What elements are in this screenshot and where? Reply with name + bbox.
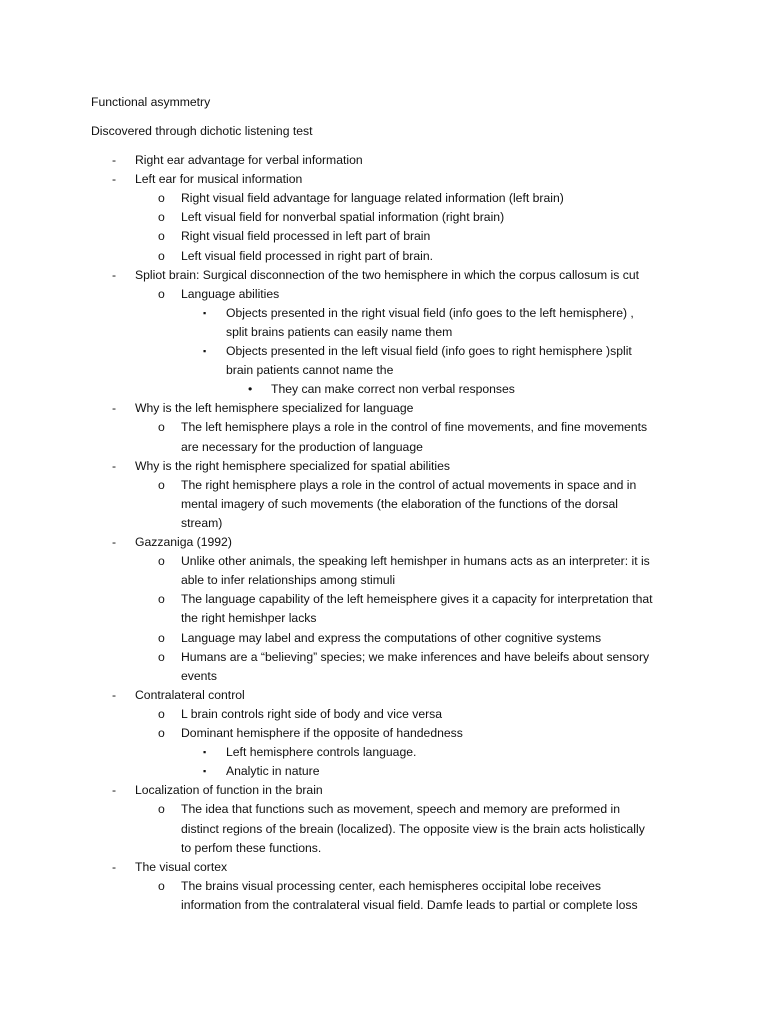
outline-item-continuation: split brains patients can easily name them <box>226 324 453 339</box>
outline-item-level-3: Left hemisphere controls language. <box>226 745 417 760</box>
bullet-marker-level-2: o <box>158 477 165 492</box>
bullet-marker-level-2: o <box>158 726 165 740</box>
outline-item-continuation: information from the contralateral visual field. Damfe leads to partial or complete loss <box>181 897 638 912</box>
outline-item-level-2: Right visual field advantage for language related information (left brain) <box>181 191 564 206</box>
bullet-marker-level-2: o <box>158 878 165 893</box>
outline-item-level-1: Left ear for musical information <box>135 172 303 187</box>
bullet-marker-level-4: • <box>248 382 253 397</box>
bullet-marker-level-1: - <box>112 458 117 473</box>
outline-item-continuation: stream) <box>181 515 223 530</box>
outline-item-level-2: The left hemisphere plays a role in the control of fine movements, and fine movements <box>181 420 648 435</box>
outline-item-level-2: The idea that functions such as movement, speech and memory are preformed in <box>181 802 620 817</box>
bullet-marker-level-3: ▪ <box>203 346 207 356</box>
outline-item-level-3: Objects presented in the right visual field (info goes to the left hemisphere) , <box>226 305 634 320</box>
bullet-marker-level-2: o <box>158 802 165 817</box>
bullet-marker-level-2: o <box>158 248 165 263</box>
outline-item-level-1: Right ear advantage for verbal information <box>135 153 363 167</box>
bullet-marker-level-2: o <box>158 286 165 301</box>
bullet-marker-level-3: ▪ <box>203 747 207 758</box>
outline-item-level-4: They can make correct non verbal responses <box>271 382 515 397</box>
outline-item-level-2: Left visual field for nonverbal spatial information (right brain) <box>181 210 505 225</box>
outline-item-level-2: The language capability of the left hemeisphere gives it a capacity for interpretation that <box>181 592 653 607</box>
bullet-marker-level-1: - <box>112 267 117 282</box>
outline-item-level-2: Language may label and express the computations of other cognitive systems <box>181 630 602 645</box>
bullet-marker-level-2: o <box>158 649 165 664</box>
document-title: Functional asymmetry <box>91 95 211 109</box>
bullet-marker-level-1: - <box>112 535 117 549</box>
bullet-marker-level-2: o <box>158 420 165 435</box>
outline-item-level-1: Why is the left hemisphere specialized for language <box>135 401 414 416</box>
outline-item-level-1: Why is the right hemisphere specialized for spatial abilities <box>135 458 450 473</box>
outline-item-continuation: able to infer relationships among stimuli <box>181 573 396 588</box>
outline-item-level-1: Spliot brain: Surgical disconnection of the two hemisphere in which the corpus callosum is cut <box>135 267 640 282</box>
bullet-marker-level-1: - <box>112 401 117 416</box>
outline-item-level-1: Contralateral control <box>135 687 245 702</box>
outline-item-level-3: Objects presented in the left visual field (info goes to right hemisphere )split <box>226 344 632 358</box>
bullet-marker-level-2: o <box>158 191 165 206</box>
outline-item-continuation: to perfom these functions. <box>181 840 322 855</box>
outline-item-level-3: Analytic in nature <box>226 764 320 779</box>
outline-item-level-1: The visual cortex <box>135 859 228 874</box>
bullet-marker-level-2: o <box>158 229 165 244</box>
bullet-marker-level-3: ▪ <box>203 766 207 777</box>
outline-item-level-1: Localization of function in the brain <box>135 783 323 798</box>
outline-item-level-2: Unlike other animals, the speaking left hemishper in humans acts as an interpreter: it is <box>181 554 650 569</box>
outline-item-continuation: the right hemishper lacks <box>181 611 317 626</box>
bullet-marker-level-2: o <box>158 210 165 225</box>
bullet-marker-level-1: - <box>112 783 117 798</box>
outline-item-level-2: Left visual field processed in right part of brain. <box>181 248 434 263</box>
bullet-marker-level-1: - <box>112 687 117 702</box>
bullet-marker-level-1: - <box>112 859 117 874</box>
outline-item-continuation: brain patients cannot name the <box>226 363 394 378</box>
outline-item-level-2: Humans are a “believing” species; we make inferences and have beleifs about sensory <box>181 649 650 664</box>
outline-item-level-2: Right visual field processed in left part of brain <box>181 229 431 244</box>
bullet-marker-level-2: o <box>158 592 165 607</box>
bullet-marker-level-3: ▪ <box>203 307 207 318</box>
outline-item-level-2: Language abilities <box>181 286 280 301</box>
outline-item-continuation: events <box>181 668 217 683</box>
outline-item-level-2: Dominant hemisphere if the opposite of handedness <box>181 726 463 740</box>
bullet-marker-level-2: o <box>158 706 165 721</box>
bullet-marker-level-2: o <box>158 554 165 569</box>
outline-item-level-2: The right hemisphere plays a role in the control of actual movements in space and in <box>181 477 637 492</box>
outline-item-continuation: are necessary for the production of language <box>181 439 423 454</box>
outline-item-continuation: distinct regions of the breain (localized). The opposite view is the brain acts holistically <box>181 821 645 836</box>
bullet-marker-level-1: - <box>112 172 117 187</box>
outline-item-level-1: Gazzaniga (1992) <box>135 535 232 549</box>
intro-line: Discovered through dichotic listening test <box>91 124 313 138</box>
bullet-marker-level-1: - <box>112 153 117 167</box>
bullet-marker-level-2: o <box>158 630 165 645</box>
outline-item-level-2: The brains visual processing center, each hemispheres occipital lobe receives <box>181 878 602 893</box>
outline-item-continuation: mental imagery of such movements (the elaboration of the functions of the dorsal <box>181 496 618 511</box>
outline-item-level-2: L brain controls right side of body and vice versa <box>181 706 443 721</box>
